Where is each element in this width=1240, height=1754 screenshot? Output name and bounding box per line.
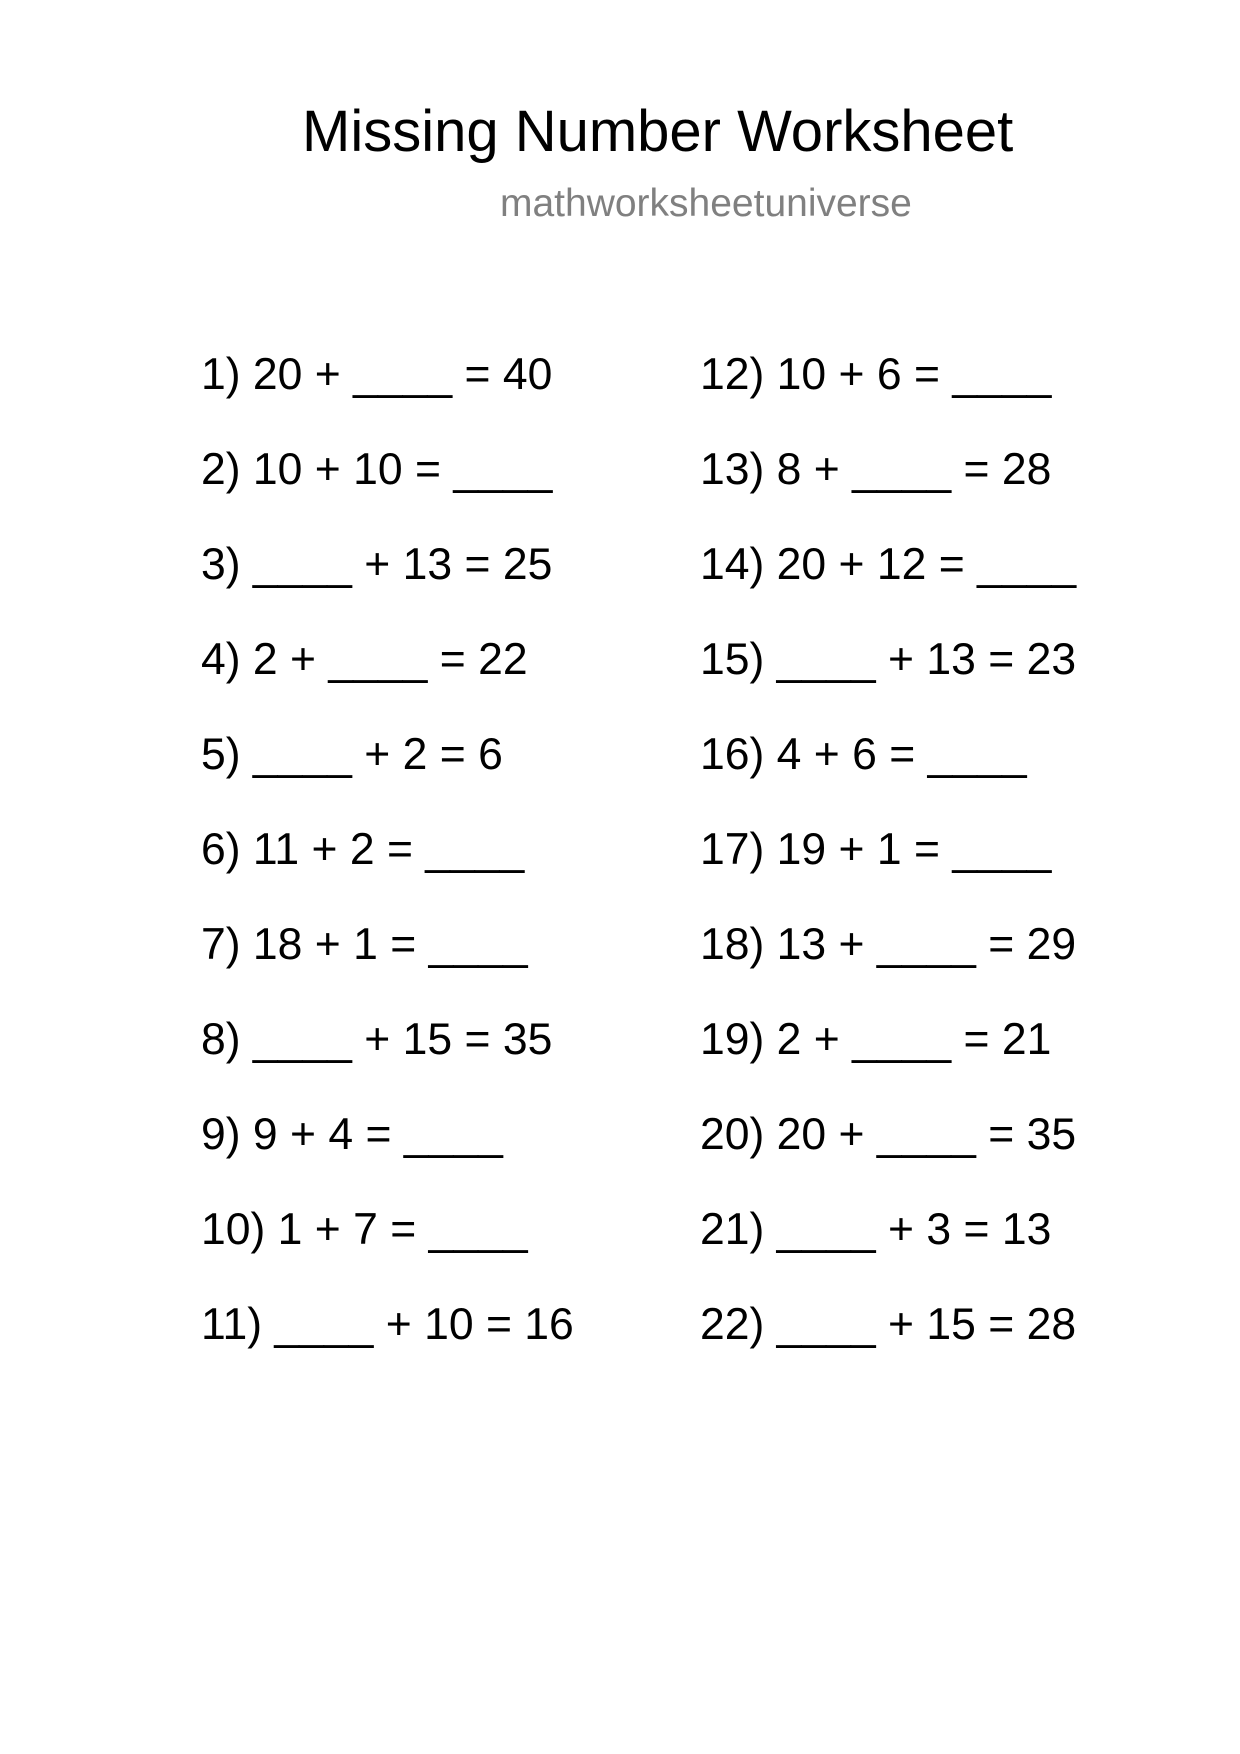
worksheet-title: Missing Number Worksheet: [302, 99, 1014, 164]
problem: 14) 20 + 12 = ____: [700, 540, 1077, 589]
problem: 21) ____ + 3 = 13: [700, 1205, 1052, 1254]
problem: 1) 20 + ____ = 40: [201, 350, 553, 399]
worksheet-subtitle: mathworksheetuniverse: [500, 182, 912, 225]
problem: 12) 10 + 6 = ____: [700, 350, 1052, 399]
problem: 19) 2 + ____ = 21: [700, 1015, 1052, 1064]
problem: 2) 10 + 10 = ____: [201, 445, 553, 494]
problem: 16) 4 + 6 = ____: [700, 730, 1027, 779]
problem: 17) 19 + 1 = ____: [700, 825, 1052, 874]
problem: 18) 13 + ____ = 29: [700, 920, 1077, 969]
problem: 4) 2 + ____ = 22: [201, 635, 528, 684]
problem: 7) 18 + 1 = ____: [201, 920, 528, 969]
problem: 20) 20 + ____ = 35: [700, 1110, 1077, 1159]
problem: 10) 1 + 7 = ____: [201, 1205, 528, 1254]
problem: 5) ____ + 2 = 6: [201, 730, 503, 779]
problem: 13) 8 + ____ = 28: [700, 445, 1052, 494]
problem: 3) ____ + 13 = 25: [201, 540, 553, 589]
problem: 8) ____ + 15 = 35: [201, 1015, 553, 1064]
problem: 6) 11 + 2 = ____: [201, 825, 525, 874]
problem: 22) ____ + 15 = 28: [700, 1300, 1077, 1349]
problem: 9) 9 + 4 = ____: [201, 1110, 503, 1159]
problems-left-column: [201, 348, 574, 1393]
problem: 11) ____ + 10 = 16: [201, 1300, 574, 1349]
problems-right-column: [700, 348, 1076, 1393]
problem: 15) ____ + 13 = 23: [700, 635, 1077, 684]
